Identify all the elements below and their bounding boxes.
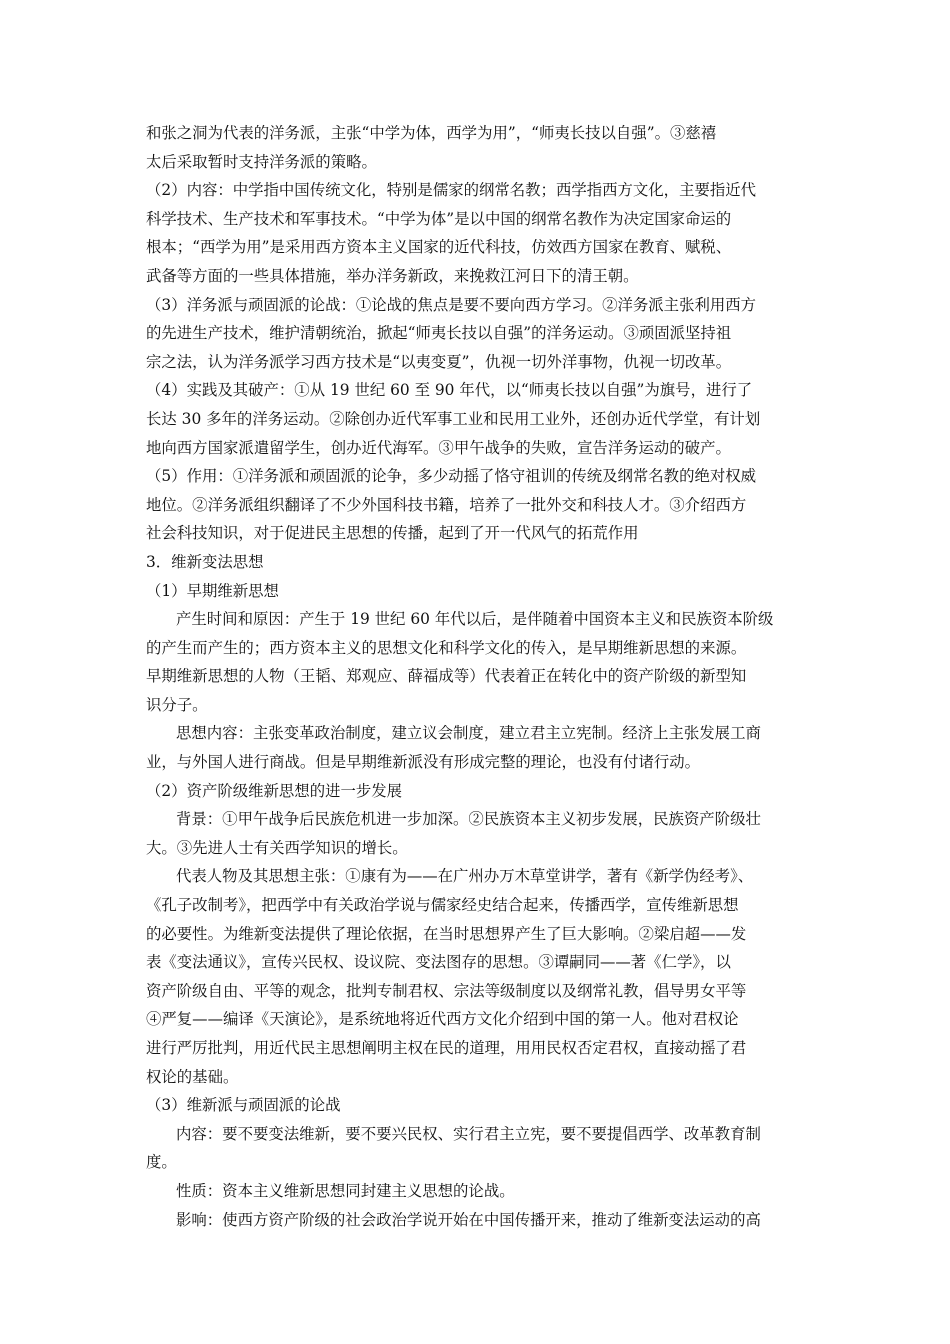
text-line: （4）实践及其破产：①从 19 世纪 60 至 90 年代，以“师夷长技以自强”为旗号，进行了 <box>146 381 753 400</box>
text-line: 产生时间和原因：产生于 19 世纪 60 年代以后，是伴随着中国资本主义和民族资本阶级 <box>176 610 774 629</box>
document-page <box>146 119 812 1234</box>
text-line: 科学技术、生产技术和军事技术。“中学为体”是以中国的纲常名教作为决定国家命运的 <box>146 209 732 228</box>
text-line: 大。③先进人士有关西学知识的增长。 <box>146 838 408 857</box>
text-line: 地向西方国家派遣留学生，创办近代海军。③甲午战争的失败，宣告洋务运动的破产。 <box>146 438 731 457</box>
text-line: 地位。②洋务派组织翻译了不少外国科技书籍，培养了一批外交和科技人才。③介绍西方 <box>146 495 747 514</box>
text-line: 的先进生产技术，维护清朝统治，掀起“师夷长技以自强”的洋务运动。③顽固派坚持祖 <box>146 324 732 343</box>
text-line: 进行严厉批判，用近代民主思想阐明主权在民的道理，用用民权否定君权，直接动摇了君 <box>146 1039 747 1057</box>
text-line: 根本；“西学为用”是采用西方资本主义国家的近代科技，仿效西方国家在教育、赋税、 <box>146 238 732 257</box>
text-line: 3．维新变法思想 <box>146 552 264 571</box>
text-line: 度。 <box>146 1153 177 1172</box>
text-line: （2）资产阶级维新思想的进一步发展 <box>146 781 403 800</box>
text-line: （2）内容：中学指中国传统文化，特别是儒家的纲常名教；西学指西方文化，主要指近代 <box>146 181 757 200</box>
text-line: 长达 30 多年的洋务运动。②除创办近代军事工业和民用工业外，还创办近代学堂，有计划 <box>146 409 761 428</box>
text-line: 权论的基础。 <box>146 1067 239 1086</box>
text-line: （1）早期维新思想 <box>146 581 279 600</box>
text-line: （3）洋务派与顽固派的论战：①论战的焦点是要不要向西方学习。②洋务派主张利用西方 <box>146 295 757 314</box>
text-line: 早期维新思想的人物（王韬、郑观应、薛福成等）代表着正在转化中的资产阶级的新型知 <box>146 667 747 686</box>
text-line: 资产阶级自由、平等的观念，批判专制君权、宗法等级制度以及纲常礼教，倡导男女平等 <box>146 981 747 1000</box>
text-line: （5）作用：①洋务派和顽固派的论争，多少动摇了恪守祖训的传统及纲常名教的绝对权威 <box>146 467 757 486</box>
text-line: 业，与外国人进行商战。但是早期维新派没有形成完整的理论，也没有付诸行动。 <box>146 753 701 772</box>
text-line: 影响：使西方资产阶级的社会政治学说开始在中国传播开来，推动了维新变法运动的高 <box>176 1210 761 1229</box>
text-line: 的产生而产生的；西方资本主义的思想文化和科学文化的传入，是早期维新思想的来源。 <box>146 638 747 657</box>
text-line: 代表人物及其思想主张：①康有为——在广州办万木草堂讲学，著有《新学伪经考》、 <box>176 867 754 886</box>
text-line: 《孔子改制考》，把西学中有关政治学说与儒家经史结合起来，传播西学，宣传维新思想 <box>146 896 739 915</box>
text-line: 武备等方面的一些具体措施，举办洋务新政，来挽救江河日下的清王朝。 <box>146 266 639 285</box>
text-line: 内容：要不要变法维新，要不要兴民权、实行君主立宪，要不要提倡西学、改革教育制 <box>176 1124 761 1143</box>
text-line: （3）维新派与顽固派的论战 <box>146 1096 341 1115</box>
text-line: 的必要性。为维新变法提供了理论依据，在当时思想界产生了巨大影响。②梁启超——发 <box>146 924 747 943</box>
text-line: 识分子。 <box>146 695 208 714</box>
text-line: 性质：资本主义维新思想同封建主义思想的论战。 <box>176 1181 515 1200</box>
text-line: 背景：①甲午战争后民族危机进一步加深。②民族资本主义初步发展，民族资产阶级壮 <box>176 810 761 829</box>
text-line: 宗之法，认为洋务派学习西方技术是“以夷变夏”，仇视一切外洋事物，仇视一切改革。 <box>146 352 732 371</box>
text-line: 和张之洞为代表的洋务派，主张“中学为体，西学为用”，“师夷长技以自强”。③慈禧 <box>146 124 717 142</box>
text-line: 社会科技知识，对于促进民主思想的传播，起到了开一代风气的拓荒作用 <box>146 524 639 543</box>
text-line: ④严复——编译《天演论》，是系统地将近代西方文化介绍到中国的第一人。他对君权论 <box>146 1010 739 1029</box>
text-line: 表《变法通议》，宣传兴民权、设议院、变法图存的思想。③谭嗣同——著《仁学》，以 <box>146 953 731 972</box>
text-line: 太后采取暂时支持洋务派的策略。 <box>146 152 377 171</box>
text-line: 思想内容：主张变革政治制度，建立议会制度，建立君主立宪制。经济上主张发展工商 <box>176 724 761 743</box>
